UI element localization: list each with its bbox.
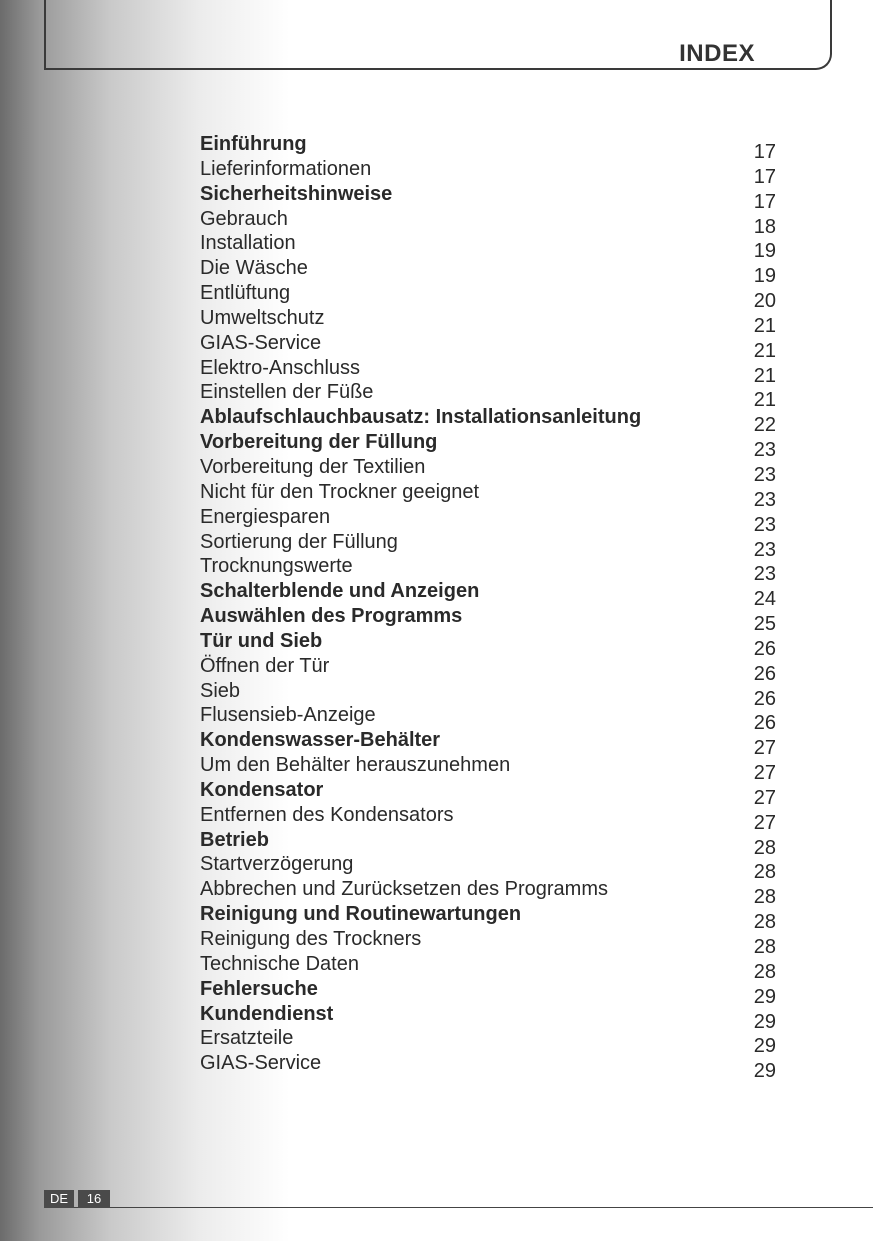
toc-page-number: 26: [753, 712, 776, 735]
toc-subsection-title: Lieferinformationen: [200, 157, 372, 180]
toc-page-number: 23: [753, 538, 776, 561]
toc-subsection-title: Gebrauch: [200, 207, 288, 230]
toc-subsection-title: Entfernen des Kondensators: [200, 803, 454, 826]
toc-page-number: 27: [753, 737, 776, 760]
toc-page-number: 20: [753, 290, 776, 313]
toc-subsection-title: Einstellen der Füße: [200, 381, 374, 404]
toc-page-number: 27: [753, 786, 776, 809]
toc-subsection-title: Nicht für den Trockner geeignet: [200, 480, 480, 503]
toc-page-number: 26: [753, 662, 776, 685]
toc-subsection-title: Vorbereitung der Textilien: [200, 455, 426, 478]
toc-page-number: 28: [753, 960, 776, 983]
toc-page-number: 23: [753, 439, 776, 462]
toc-page-number: 28: [753, 936, 776, 958]
toc-page-number: 21: [753, 339, 776, 362]
toc-subsection-title: Um den Behälter herauszunehmen: [200, 754, 511, 777]
toc-titles-column: [200, 132, 641, 1076]
toc-page-number: 17: [753, 141, 776, 163]
toc-subsection-title: Sortierung der Füllung: [200, 530, 398, 553]
toc-section-title: Ablaufschlauchbausatz: Installationsanleitung: [200, 406, 642, 429]
toc-section-title: Schalterblende und Anzeigen: [200, 580, 480, 603]
toc-subsection-title: Startverzögerung: [200, 853, 354, 876]
toc-page-number: 28: [753, 911, 776, 934]
toc-page-number: 29: [753, 1010, 776, 1033]
toc-section-title: Tür und Sieb: [200, 629, 323, 652]
toc-page-number: 27: [753, 811, 776, 834]
toc-page-number: 23: [753, 488, 776, 511]
toc-page-number: 25: [753, 613, 776, 636]
toc-subsection-title: Elektro-Anschluss: [200, 356, 361, 379]
toc-page-number: 19: [753, 265, 776, 288]
toc-subsection-title: Die Wäsche: [200, 257, 308, 280]
toc-section-title: Fehlersuche: [200, 977, 318, 1000]
footer-divider: [44, 1207, 873, 1208]
toc-subsection-title: Technische Daten: [200, 952, 359, 975]
page-number-badge: 16: [78, 1190, 110, 1208]
toc-page-number: 18: [753, 215, 776, 238]
toc-page-number: 27: [753, 762, 776, 785]
toc-subsection-title: Öffnen der Tür: [200, 654, 330, 677]
toc-subsection-title: Energiesparen: [200, 505, 331, 528]
toc-section-title: Betrieb: [200, 828, 269, 851]
toc-subsection-title: Sieb: [200, 679, 241, 702]
toc-section-title: Auswählen des Programms: [200, 605, 463, 628]
toc-subsection-title: Flusensieb-Anzeige: [200, 704, 376, 727]
toc-page-number: 24: [753, 588, 776, 611]
page-title: INDEX: [679, 40, 755, 67]
toc-page-number: 29: [753, 1060, 776, 1083]
toc-section-title: Vorbereitung der Füllung: [200, 431, 438, 454]
toc-section-title: Sicherheitshinweise: [200, 182, 393, 205]
toc-page-number: 21: [753, 314, 776, 337]
toc-pages-column: [740, 140, 776, 1084]
toc-subsection-title: GIAS-Service: [200, 1052, 322, 1075]
toc-page-number: 29: [753, 985, 776, 1008]
toc-subsection-title: Reinigung des Trockners: [200, 928, 422, 950]
toc-subsection-title: Ersatzteile: [200, 1027, 294, 1050]
toc-page-number: 28: [753, 886, 776, 909]
toc-section-title: Kundendienst: [200, 1002, 334, 1025]
toc-section-title: Einführung: [200, 133, 307, 155]
toc-page-number: 21: [753, 364, 776, 387]
toc-page-number: 29: [753, 1035, 776, 1058]
toc-section-title: Kondenswasser-Behälter: [200, 729, 441, 752]
toc-page-number: 17: [753, 165, 776, 188]
toc-page-number: 17: [753, 190, 776, 213]
toc-subsection-title: Installation: [200, 232, 296, 255]
toc-page-number: 23: [753, 513, 776, 536]
toc-page-number: 26: [753, 637, 776, 660]
language-badge: DE: [44, 1190, 74, 1208]
toc-page-number: 19: [753, 240, 776, 263]
toc-page-number: 22: [753, 414, 776, 437]
toc-page-number: 28: [753, 836, 776, 859]
toc-page-number: 23: [753, 563, 776, 586]
toc-page-number: 26: [753, 687, 776, 710]
toc-page-number: 23: [753, 463, 776, 486]
toc-subsection-title: Entlüftung: [200, 282, 291, 305]
toc-section-title: Reinigung und Routinewartungen: [200, 903, 522, 926]
toc-subsection-title: Umweltschutz: [200, 306, 325, 329]
toc-subsection-title: Abbrechen und Zurücksetzen des Programms: [200, 878, 608, 901]
toc-page-number: 21: [753, 389, 776, 412]
toc-section-title: Kondensator: [200, 778, 324, 801]
toc-subsection-title: Trocknungswerte: [200, 555, 353, 578]
toc-subsection-title: GIAS-Service: [200, 331, 322, 354]
toc-page-number: 28: [753, 861, 776, 884]
